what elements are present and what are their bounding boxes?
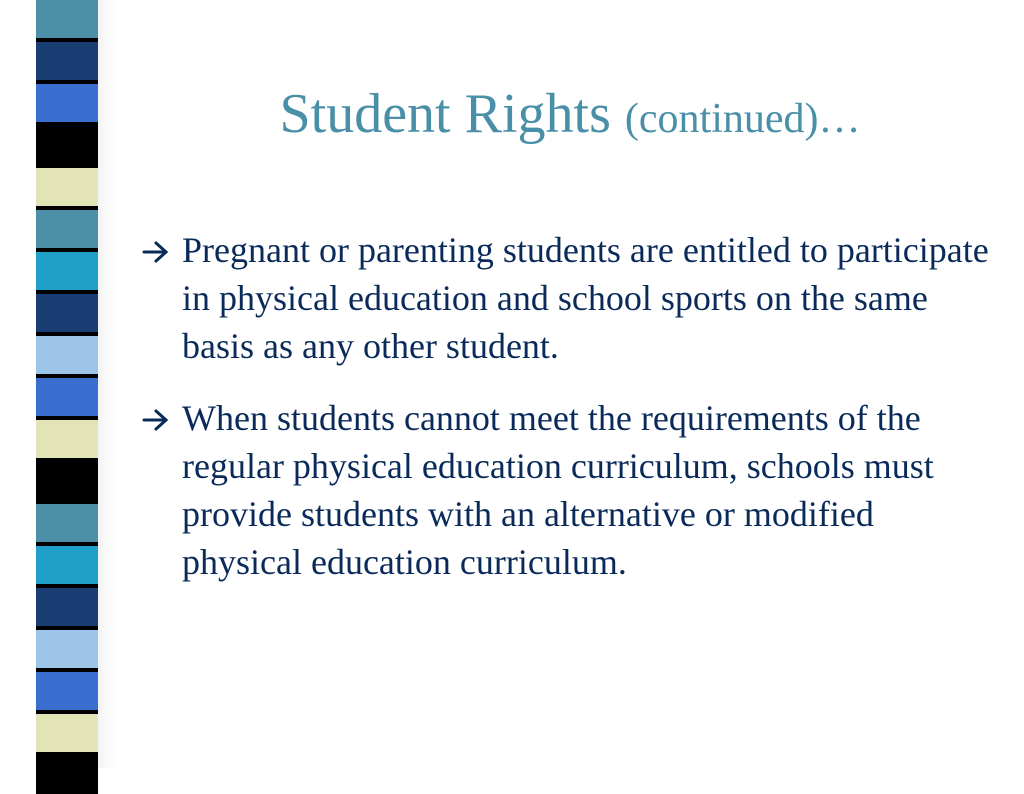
stripe-segment — [36, 420, 98, 458]
stripe-segment — [36, 126, 98, 164]
left-decorative-stripe — [36, 0, 98, 768]
stripe-segment — [36, 252, 98, 290]
stripe-segment — [36, 546, 98, 584]
arrow-bullet-icon — [142, 240, 174, 264]
stripe-segment — [36, 714, 98, 752]
stripe-segment — [36, 294, 98, 332]
bullet-text: Pregnant or parenting students are entitled to participate in physical education and school sports on the same basis as any other student. — [182, 230, 989, 366]
stripe-segment — [36, 672, 98, 710]
stripe-segment — [36, 588, 98, 626]
stripe-segment — [36, 336, 98, 374]
title-main: Student Rights — [279, 83, 611, 145]
bullet-text: When students cannot meet the requirements of the regular physical education curriculum, schools must provide students with an alternative or modified physical education curriculum. — [182, 398, 934, 582]
stripe-segment — [36, 378, 98, 416]
bullet-list — [142, 226, 1002, 586]
arrow-bullet-icon — [142, 408, 174, 432]
stripe-segment — [36, 210, 98, 248]
stripe-segment — [36, 42, 98, 80]
slide-title — [120, 78, 1020, 155]
stripe-segment — [36, 504, 98, 542]
stripe-segment — [36, 84, 98, 122]
stripe-segment — [36, 0, 98, 38]
stripe-segment — [36, 462, 98, 500]
stripe-segment — [36, 630, 98, 668]
bullet-item — [142, 226, 1002, 370]
bullet-item — [142, 394, 1002, 586]
stripe-segment — [36, 756, 98, 794]
title-sub: (continued)… — [624, 96, 861, 142]
stripe-segment — [36, 168, 98, 206]
